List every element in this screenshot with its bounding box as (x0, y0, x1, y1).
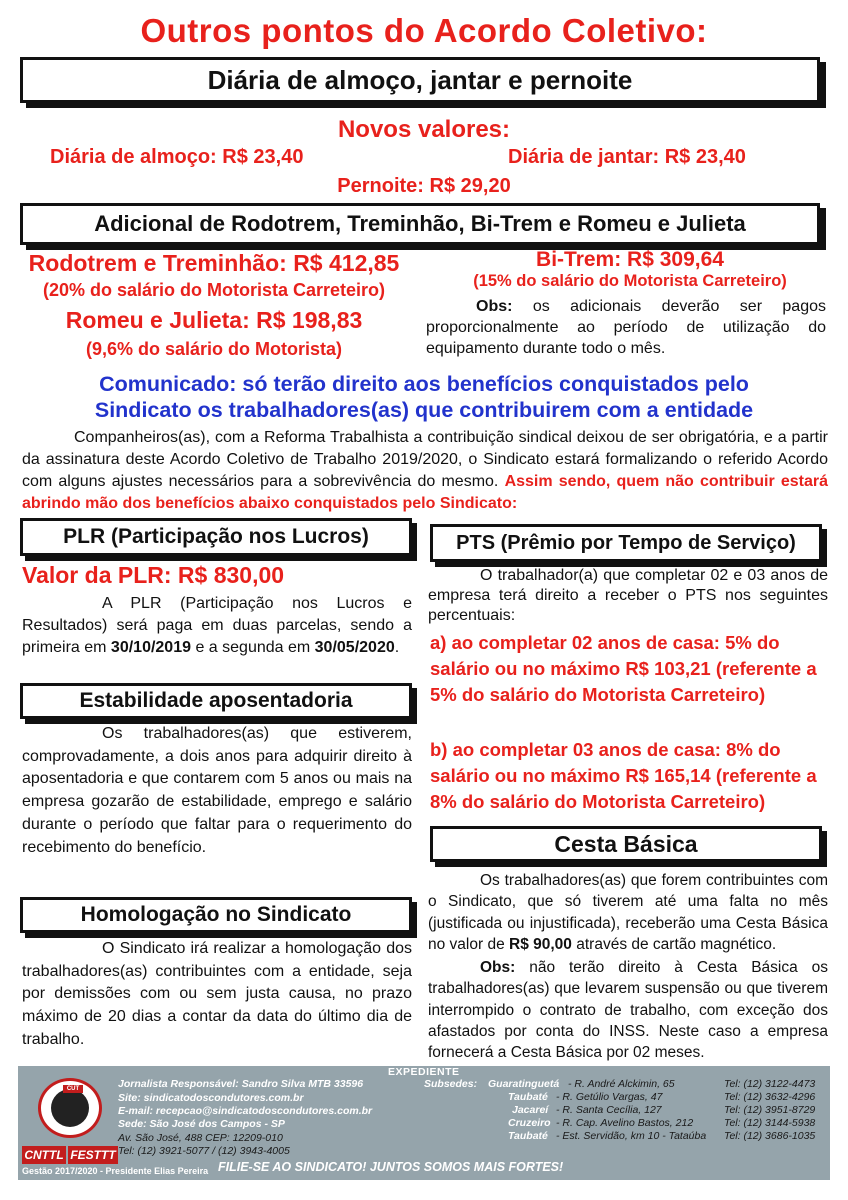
pts-header: PTS (Prêmio por Tempo de Serviço) (430, 524, 822, 562)
hq-phones: Tel: (12) 3921-5077 / (12) 3943-4005 (118, 1145, 290, 1157)
plr-header: PLR (Participação nos Lucros) (20, 518, 412, 556)
cut-label: CUT (63, 1085, 83, 1093)
subsede-city: Guaratinguetá (488, 1078, 560, 1090)
plr-date-1: 30/10/2019 (110, 639, 191, 656)
lunch-value: Diária de almoço: R$ 23,40 (50, 146, 304, 168)
subsede-address: - Est. Servidão, km 10 - Tataúba (556, 1130, 707, 1142)
slogan: FILIE-SE AO SINDICATO! JUNTOS SOMOS MAIS FORTES! (218, 1160, 564, 1174)
subsedes-label: Subsedes: (424, 1078, 478, 1090)
notice-warning: Assim sendo, quem não contribuir estará abrindo mão dos benefícios abaixo conquistados pelo Sindicato: (22, 473, 828, 512)
plr-value: Valor da PLR: R$ 830,00 (22, 562, 285, 588)
overnight-value: Pernoite: R$ 29,20 (337, 175, 511, 197)
dinner-value: Diária de jantar: R$ 23,40 (508, 146, 746, 168)
subsede-city: Taubaté (508, 1091, 548, 1103)
subsede-phone: Tel: (12) 3632-4296 (724, 1091, 816, 1103)
pts-item-b: b) ao completar 03 anos de casa: 8% do salário ou no máximo R$ 165,14 (referente a 8% do salário do Motorista Carreteiro) (430, 739, 817, 812)
cnttl-badge: CNTTL (22, 1146, 66, 1164)
obs-label: Obs: (476, 298, 513, 315)
basket-text: Os trabalhadores(as) que forem contribuintes com o Sindicato, que só tiverem até uma falta no mês (justificada ou injustificada), receberão uma Cesta Básica no valor de R$ 90,00 através de cartão magnético. (428, 872, 828, 953)
retirement-text: Os trabalhadores(as) que estiverem, comprovadamente, a dois anos para adquirir direito à aposentadoria e que contarem com 5 anos ou mais na empresa gozarão de estabilidade, emprego e salário durante o período que faltar para o requerimento do recebimento do benefício. (22, 725, 412, 856)
subsede-phone: Tel: (12) 3144-5938 (724, 1117, 816, 1129)
subsede-city: Jacareí (512, 1104, 549, 1116)
notice-body: Companheiros(as), com a Reforma Trabalhista a contribuição sindical deixou de ser obrigatória, e a partir da assinatura deste Acordo Coletivo de Trabalho 2019/2020, o Sindicato estará formalizando o referido Acordo com alguns ajustes necessários para a sobrevivência do mesmo. Assim sendo, quem não contribuir estará abrindo mão dos benefícios abaixo conquistados pelo Sindicato: (22, 429, 828, 512)
email-link[interactable]: E-mail: recepcao@sindicatodoscondutores.com.br (118, 1105, 373, 1117)
pts-item-a: a) ao completar 02 anos de casa: 5% do salário ou no máximo R$ 103,21 (referente a 5% do salário do Motorista Carreteiro) (430, 632, 817, 705)
pts-intro: O trabalhador(a) que completar 02 e 03 anos de empresa terá direito a receber o PTS nos seguintes percentuais: (428, 567, 828, 624)
plr-date-2: 30/05/2020 (314, 639, 395, 656)
rodotrem-note: (20% do salário do Motorista Carreteiro) (42, 280, 386, 300)
obs-text: os adicionais deverão ser pagos proporcionalmente ao período de utilização do equipamento durante todo o mês. (426, 298, 826, 357)
bitrem-note: (15% do salário do Motorista Carreteiro) (473, 272, 787, 290)
meals-subtitle: Novos valores: (337, 116, 511, 143)
logo-emblem-icon (51, 1089, 89, 1127)
footer-heading: EXPEDIENTE (388, 1066, 460, 1078)
festtt-badge: FESTTT (68, 1146, 118, 1164)
addons-obs (426, 296, 826, 359)
homologation-header: Homologação no Sindicato (20, 897, 412, 933)
subsede-phone: Tel: (12) 3951-8729 (724, 1104, 816, 1116)
subsede-phone: Tel: (12) 3122-4473 (724, 1078, 816, 1090)
hq-address: Av. São José, 488 CEP: 12209-010 (118, 1132, 283, 1144)
basket-header: Cesta Básica (430, 826, 822, 862)
rodotrem-value: Rodotrem e Treminhão: R$ 412,85 (28, 250, 400, 276)
subsede-address: - R. Getúlio Vargas, 47 (556, 1091, 663, 1103)
subsede-address: - R. Cap. Avelino Bastos, 212 (556, 1117, 694, 1129)
bitrem-value: Bi-Trem: R$ 309,64 (536, 248, 724, 271)
site-link[interactable]: Site: sindicatodoscondutores.com.br (118, 1092, 304, 1104)
basket-value: R$ 90,00 (509, 935, 572, 953)
hq: Sede: São José dos Campos - SP (118, 1118, 285, 1130)
subsede-city: Cruzeiro (508, 1117, 551, 1129)
meals-header: Diária de almoço, jantar e pernoite (20, 57, 820, 103)
retirement-header: Estabilidade aposentadoria (20, 683, 412, 719)
addons-header: Adicional de Rodotrem, Treminhão, Bi-Trem e Romeu e Julieta (20, 203, 820, 245)
subsede-phone: Tel: (12) 3686-1035 (724, 1130, 816, 1142)
homologation-text: O Sindicato irá realizar a homologação dos trabalhadores(as) contribuintes com a entidade, seja por demissões com ou sem justa causa, no prazo máximo de 20 dias a contar da data do último dia de trabalho. (22, 940, 412, 1048)
union-logo (38, 1078, 102, 1138)
romeu-value: Romeu e Julieta: R$ 198,83 (65, 307, 363, 333)
subsede-address: - R. André Alckimin, 65 (568, 1078, 675, 1090)
subsede-address: - R. Santa Cecília, 127 (556, 1104, 662, 1116)
basket-obs: Obs: não terão direito à Cesta Básica os trabalhadores(as) que levarem suspensão ou que tiverem interrompido o contrato de trabalho, com exceção dos afastados por conta do INSS. Neste caso a empresa fornecerá a Cesta Básica por 02 meses. (428, 959, 829, 1062)
subsede-city: Taubaté (508, 1130, 548, 1142)
footer-expediente (18, 1066, 830, 1180)
notice-line-2: Sindicato os trabalhadores(as) que contribuirem com a entidade (94, 398, 754, 422)
notice-line-1: Comunicado: só terão direito aos benefícios conquistados pelo (99, 372, 749, 396)
page-title: Outros pontos do Acordo Coletivo: (140, 12, 708, 49)
romeu-note: (9,6% do salário do Motorista) (85, 339, 343, 359)
journalist: Jornalista Responsável: Sandro Silva MTB 33596 (118, 1078, 364, 1090)
management: Gestão 2017/2020 - Presidente Elias Pereira (22, 1166, 209, 1176)
plr-text: A PLR (Participação nos Lucros e Resultados) será paga em duas parcelas, sendo a primeira em 30/10/2019 e a segunda em 30/05/2020. (22, 595, 412, 656)
